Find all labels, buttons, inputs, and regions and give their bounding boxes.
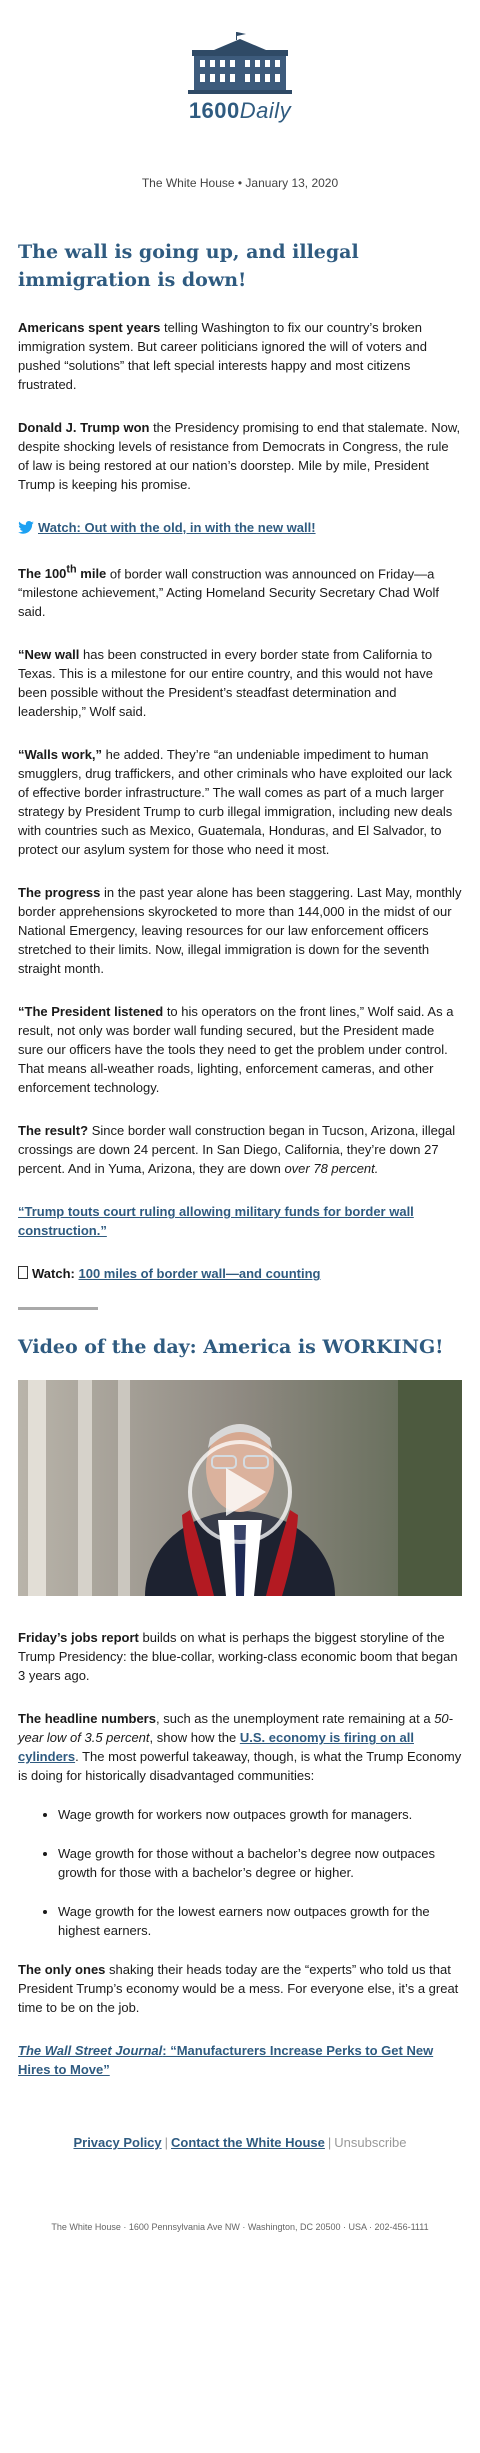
article-title: The wall is going up, and illegal immigration is down!	[18, 241, 359, 291]
paragraph-progress	[18, 883, 462, 978]
white-house-logo-icon	[170, 30, 310, 96]
privacy-policy-link[interactable]: Privacy Policy	[73, 2135, 162, 2151]
paragraph-walls-work	[18, 745, 462, 859]
paragraph-lead: “The President listened	[18, 1004, 164, 1020]
wage-growth-list	[18, 1805, 462, 1940]
ordinal-suffix: th	[66, 564, 77, 576]
list-item: • Wage growth for those without a bachelor’s degree now outpaces growth for those with a bachelor’s degree or higher.	[58, 1844, 462, 1882]
video-still-image	[18, 1380, 462, 1596]
paragraph-text: in the past year alone has been staggering. Last May, monthly border apprehensions skyrocketed to more than 144,000 in the midst of our National Emergency, leaving resources for our law enforcement officers stretched to their limits. Now, illegal immigration is down for the seventh straight month.	[18, 885, 462, 977]
paragraph-italic: over 78 percent.	[284, 1161, 379, 1177]
paragraph-trump-won	[18, 418, 462, 494]
paragraph-text: , such as the unemployment rate remaining at a	[155, 1711, 435, 1727]
paragraph-text: has been constructed in every border state from California to Texas. This is a milestone for our entire country, and this would not have been possible without the President’s steadfast determination and leadership,” Wolf said.	[18, 647, 434, 720]
lead-text-end: mile	[76, 566, 107, 582]
paragraph-headline-numbers	[18, 1709, 462, 1785]
dateline: The White House • January 13, 2020	[141, 176, 339, 190]
footer-separator: |	[327, 2135, 332, 2151]
paragraph-text: shaking their heads today are the “experts” who told us that President Trump’s economy would be a mess. For everyone else, it’s a great time to be on the job.	[18, 1962, 459, 2016]
paragraph-result	[18, 1121, 462, 1178]
list-item: • Wage growth for the lowest earners now outpaces growth for the highest earners.	[58, 1902, 462, 1940]
paragraph-president-listened	[18, 1002, 462, 1097]
list-item: • Wage growth for workers now outpaces growth for managers.	[58, 1805, 462, 1824]
twitter-bird-icon	[18, 521, 34, 534]
lead-text: The 100	[18, 566, 67, 582]
paragraph-text: builds on what is perhaps the biggest storyline of the Trump Presidency: the blue-collar, working-class economic boom that began 3 years ago.	[18, 1630, 458, 1684]
paragraph-text: he added. They’re “an undeniable impediment to human smugglers, drug traffickers, and other criminals who have exploited our lack of effective border infrastructure.” The wall comes as part of a much larger strategy by President Trump to curb illegal immigration, including new deals with countries such as Mexico, Guatemala, Honduras, and El Salvador, to protect our asylum system for those who need it most.	[18, 747, 453, 858]
paragraph-text: to his operators on the front lines,” Wolf said. As a result, not only was border wall funding secured, but the President made sure our officers have the tools they need to get the problem under control. That means all-weather roads, lighting, enforcement cameras, and other enforcement technology.	[18, 1004, 454, 1096]
watch-label: Watch:	[32, 1266, 75, 1282]
wsj-paragraph	[18, 2041, 462, 2079]
paragraph-lead	[18, 566, 106, 581]
article-body	[0, 238, 480, 2232]
brand-wordmark	[0, 98, 480, 124]
section-divider	[18, 1307, 98, 1310]
court-ruling-paragraph	[18, 1202, 462, 1240]
tweet-watch-line	[18, 518, 462, 537]
video-section-title: Video of the day: America is WORKING!	[18, 1336, 444, 1359]
video-thumbnail[interactable]	[18, 1380, 462, 1596]
paragraph-new-wall	[18, 645, 462, 721]
paragraph-lead: Friday’s jobs report	[18, 1630, 139, 1646]
brand-number: 1600	[188, 98, 240, 123]
wsj-article-link[interactable]	[18, 2043, 433, 2077]
paragraph-lead: “New wall	[18, 647, 80, 663]
contact-white-house-link[interactable]: Contact the White House	[171, 2135, 325, 2151]
video-box-icon	[18, 1266, 28, 1279]
wsj-publication: The Wall Street Journal	[18, 2043, 163, 2059]
watch-wall-line	[18, 1264, 462, 1283]
paragraph-lead: The result?	[18, 1123, 89, 1139]
paragraph-lead: Americans spent years	[18, 320, 161, 335]
newsletter-header	[0, 0, 480, 190]
court-ruling-link[interactable]: “Trump touts court ruling allowing military funds for border wall construction.”	[18, 1204, 414, 1239]
paragraph-jobs-report	[18, 1628, 462, 1685]
paragraph-lead: The progress	[18, 885, 101, 901]
paragraph-italic: 50-year low of 3.5 percent	[18, 1711, 453, 1746]
wsj-headline: : “Manufacturers Increase Perks to Get New Hires to Move”	[18, 2043, 434, 2078]
footer-links	[18, 2135, 462, 2150]
brand-word: Daily	[239, 98, 292, 123]
footer-separator: |	[164, 2135, 169, 2151]
paragraph-lead: The only ones	[18, 1962, 106, 1978]
wall-video-link[interactable]: 100 miles of border wall—and counting	[78, 1266, 321, 1282]
paragraph-text: of border wall construction was announced on Friday—a “milestone achievement,” Acting Homeland Security Secretary Chad Wolf said.	[18, 566, 440, 620]
paragraph-intro	[18, 318, 462, 394]
paragraph-only-ones	[18, 1960, 462, 2017]
paragraph-lead: “Walls work,”	[18, 747, 103, 763]
paragraph-text: Since border wall construction began in Tucson, Arizona, illegal crossings are down 24 percent. In San Diego, California, they’re down 27 percent. And in Yuma, Arizona, they are down	[18, 1123, 456, 1177]
tweet-video-link[interactable]: Watch: Out with the old, in with the new wall!	[38, 520, 316, 535]
paragraph-lead: The headline numbers	[18, 1711, 156, 1727]
paragraph-100th-mile	[18, 561, 462, 621]
paragraph-text-3: . The most powerful takeaway, though, is what the Trump Economy is doing for historically disadvantaged communities:	[18, 1749, 462, 1784]
paragraph-text-2: , show how the	[149, 1730, 240, 1746]
paragraph-lead: Donald J. Trump won	[18, 420, 150, 435]
paragraph-text: telling Washington to fix our country’s broken immigration system. But career politicians ignored the will of voters and pushed “solutions” that left special interests happy and most citizens frustrated.	[18, 320, 427, 392]
footer-address: The White House · 1600 Pennsylvania Ave NW · Washington, DC 20500 · USA · 202-456-1111	[51, 2222, 429, 2233]
economy-link[interactable]: U.S. economy is firing on all cylinders	[18, 1730, 414, 1765]
paragraph-text: the Presidency promising to end that stalemate. Now, despite shocking levels of resistance from Democrats in Congress, the rule of law is being restored at our nation’s doorstep. Mile by mile, President Trump is keeping his promise.	[18, 420, 461, 492]
unsubscribe-link[interactable]: Unsubscribe	[334, 2135, 407, 2151]
